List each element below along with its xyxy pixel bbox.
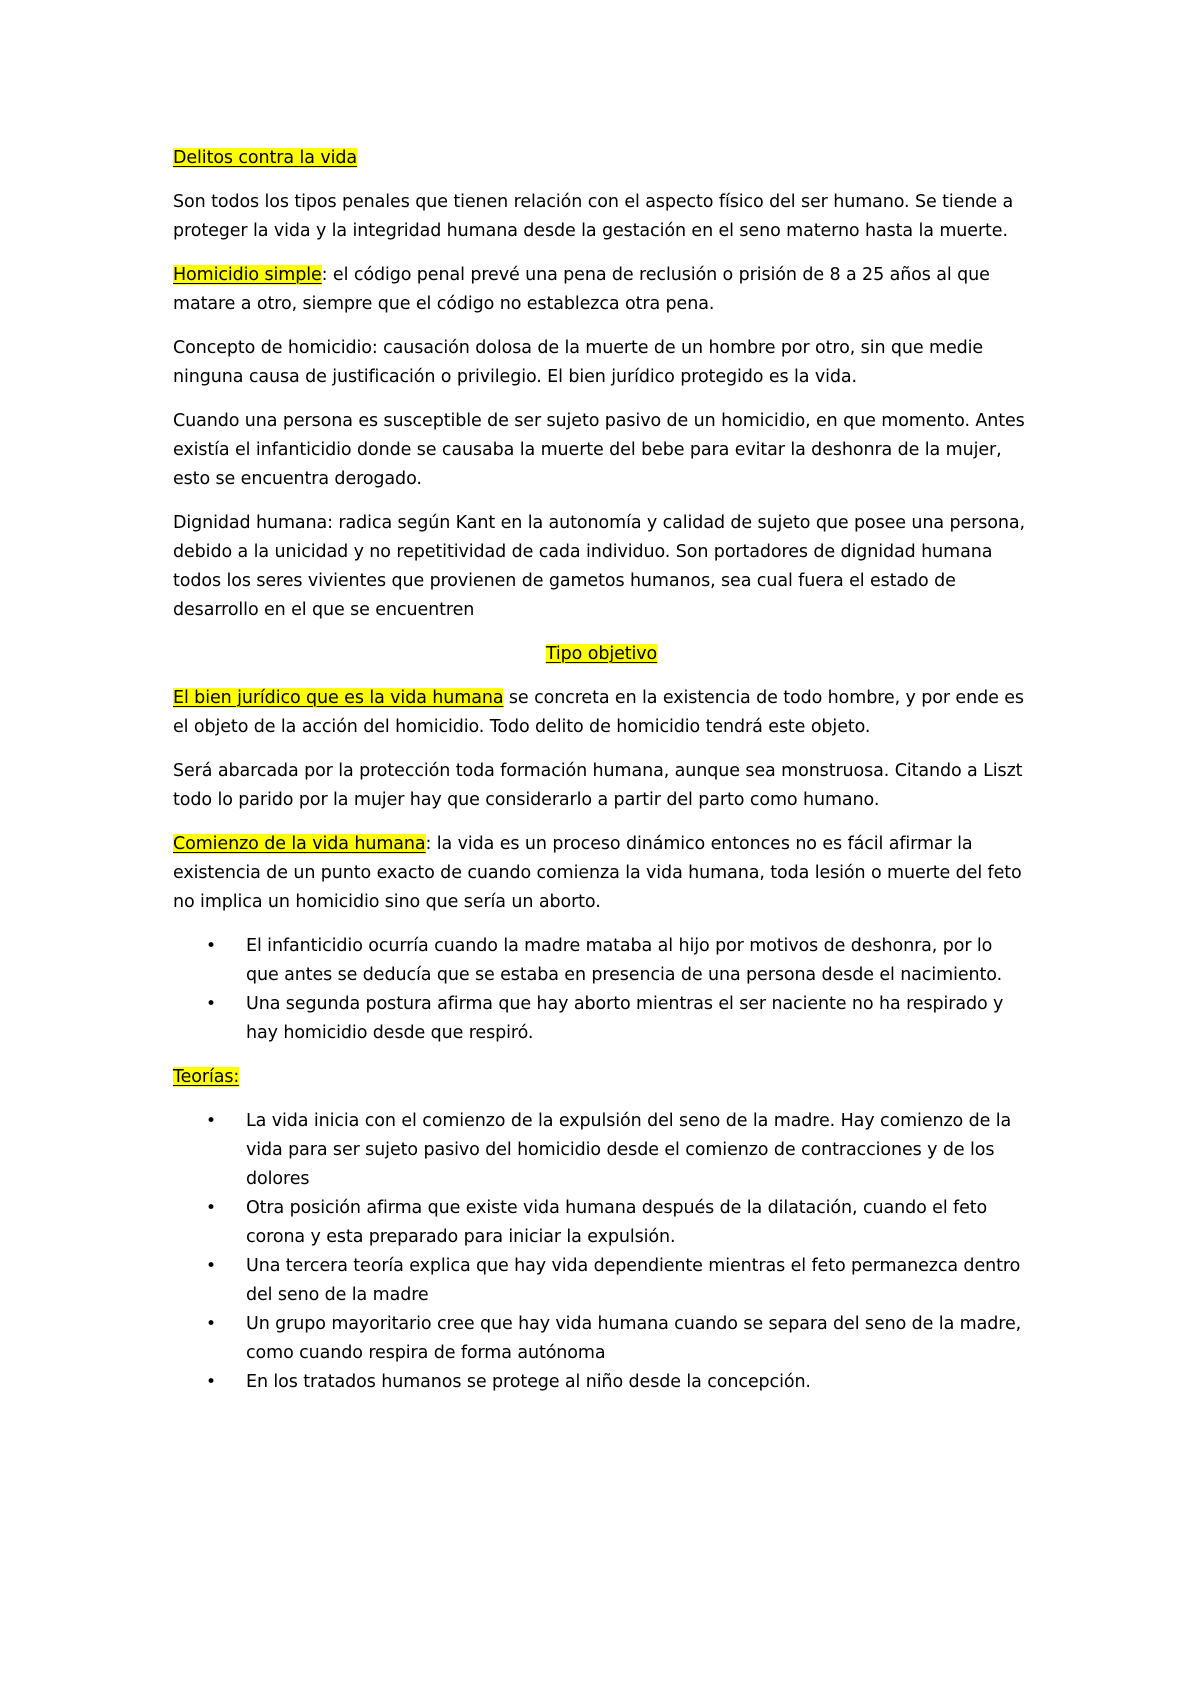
teorias-heading bbox=[173, 1063, 1030, 1092]
tipo-objetivo-label: Tipo objetivo bbox=[545, 644, 658, 664]
bien-text: se concreta en la existencia de todo hombre, y por ende es el objeto de la acción del homicidio. Todo delito de homicidio tendrá este objeto. bbox=[173, 688, 1024, 737]
list-item bbox=[173, 1194, 1030, 1252]
list-item bbox=[173, 1107, 1030, 1194]
abarcada-paragraph: Será abarcada por la protección toda formación humana, aunque sea monstruosa. Citando a Liszt todo lo parido por la mujer hay que considerarlo a partir del parto como humano. bbox=[173, 761, 1023, 810]
sujeto-paragraph: Cuando una persona es susceptible de ser sujeto pasivo de un homicidio, en que momento. Antes existía el infanticidio donde se causaba la muerte del bebe para evitar la deshonra de la mujer, esto se encuentra derogado. bbox=[173, 411, 1025, 489]
comienzo-text: : la vida es un proceso dinámico entonces no es fácil afirmar la existencia de un punto exacto de cuando comienza la vida humana, toda lesión o muerte del feto no implica un homicidio sino que sería un aborto. bbox=[173, 834, 1022, 912]
homicidio-text: : el código penal prevé una pena de reclusión o prisión de 8 a 25 años al que matare a otro, siempre que el código no establezca otra pena. bbox=[173, 265, 990, 314]
bien-paragraph bbox=[173, 684, 1030, 742]
concepto-paragraph: Concepto de homicidio: causación dolosa de la muerte de un hombre por otro, sin que medie ninguna causa de justificación o privilegio. El bien jurídico protegido es la vida. bbox=[173, 338, 984, 387]
bullet-icon: • bbox=[206, 1372, 216, 1392]
list-item-text: La vida inicia con el comienzo de la expulsión del seno de la madre. Hay comienzo de la vida para ser sujeto pasivo del homicidio desde el comienzo de contracciones y de los dolores bbox=[246, 1111, 1012, 1189]
list-item-text: El infanticidio ocurría cuando la madre mataba al hijo por motivos de deshonra, por lo que antes se deducía que se estaba en presencia de una persona desde el nacimiento. bbox=[246, 936, 1003, 985]
bien-label: El bien jurídico que es la vida humana bbox=[173, 688, 504, 708]
list-item bbox=[173, 1252, 1030, 1310]
section-title bbox=[173, 144, 1030, 173]
bullet-icon: • bbox=[206, 1198, 216, 1218]
list-item-text: Un grupo mayoritario cree que hay vida humana cuando se separa del seno de la madre, como cuando respira de forma autónoma bbox=[246, 1314, 1022, 1363]
bullet-icon: • bbox=[206, 1314, 216, 1334]
list-item-text: Una tercera teoría explica que hay vida dependiente mientras el feto permanezca dentro del seno de la madre bbox=[246, 1256, 1021, 1305]
bullet-icon: • bbox=[206, 936, 216, 956]
list-item-text: Otra posición afirma que existe vida humana después de la dilatación, cuando el feto corona y esta preparado para iniciar la expulsión. bbox=[246, 1198, 988, 1247]
list-item-text: Una segunda postura afirma que hay aborto mientras el ser naciente no ha respirado y hay homicidio desde que respiró. bbox=[246, 994, 1004, 1043]
title-highlight: Delitos contra la vida bbox=[173, 148, 357, 168]
bullet-icon: • bbox=[206, 1111, 216, 1131]
teorias-list bbox=[173, 1107, 1030, 1397]
list-item bbox=[173, 990, 1030, 1048]
comienzo-label: Comienzo de la vida humana bbox=[173, 834, 426, 854]
dignidad-paragraph: Dignidad humana: radica según Kant en la autonomía y calidad de sujeto que posee una persona, debido a la unicidad y no repetitividad de cada individuo. Son portadores de dignidad humana todos los seres vivientes que provienen de gametos humanos, sea cual fuera el estado de desarrollo en el que se encuentren bbox=[173, 513, 1025, 620]
tipo-objetivo-heading bbox=[173, 640, 1030, 669]
list-item bbox=[173, 932, 1030, 990]
homicidio-label: Homicidio simple bbox=[173, 265, 322, 285]
comienzo-paragraph bbox=[173, 830, 1030, 917]
list-item bbox=[173, 1310, 1030, 1368]
postura-list bbox=[173, 932, 1030, 1048]
teorias-label: Teorías: bbox=[173, 1067, 240, 1087]
bullet-icon: • bbox=[206, 1256, 216, 1276]
bullet-icon: • bbox=[206, 994, 216, 1014]
homicidio-paragraph bbox=[173, 261, 1030, 319]
intro-paragraph: Son todos los tipos penales que tienen relación con el aspecto físico del ser humano. Se tiende a proteger la vida y la integridad humana desde la gestación en el seno materno hasta la muerte. bbox=[173, 192, 1014, 241]
list-item-text: En los tratados humanos se protege al niño desde la concepción. bbox=[246, 1372, 811, 1392]
list-item bbox=[173, 1368, 1030, 1397]
